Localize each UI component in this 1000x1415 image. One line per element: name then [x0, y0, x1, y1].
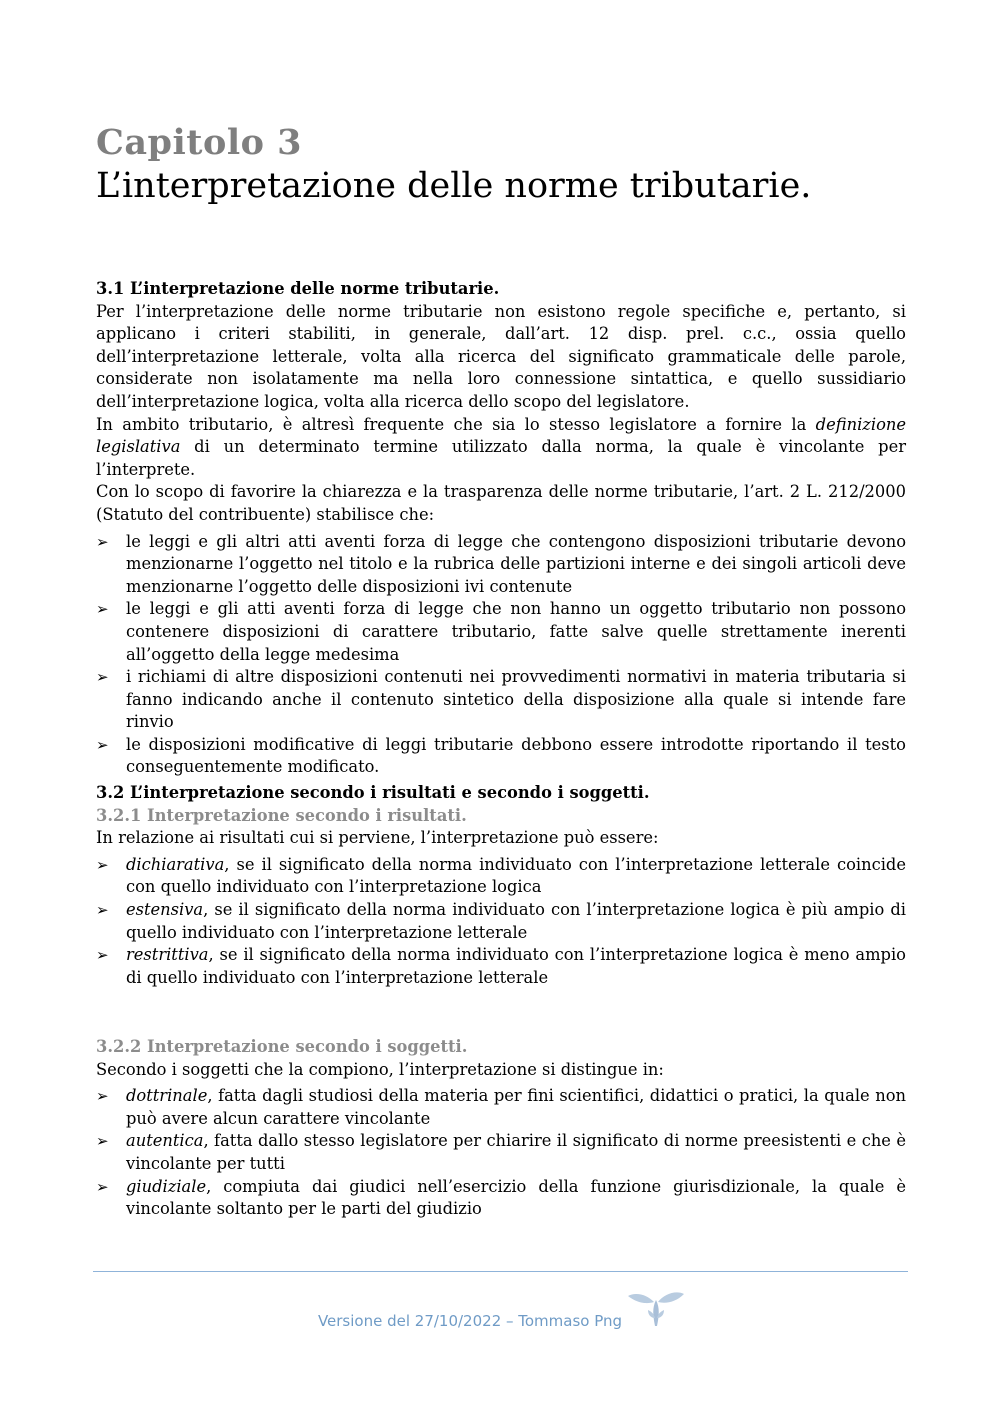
list-item-term: dichiarativa	[126, 854, 225, 874]
list-item	[96, 899, 906, 944]
list-item	[96, 598, 906, 666]
bullet-list	[96, 854, 906, 990]
list-item-text: , fatta dallo stesso legislatore per chiarire il significato di norme preesistenti e che è vincolante per tutti	[126, 1131, 906, 1173]
list-item-text: , compiuta dai giudici nell’esercizio della funzione giurisdizionale, la quale è vincolante soltanto per le parti del giudizio	[126, 1176, 906, 1219]
footer-divider	[93, 1271, 908, 1272]
list-item	[96, 944, 906, 989]
arrow-bullet-icon: ➢	[96, 1132, 109, 1151]
paragraph	[96, 414, 906, 482]
paragraph-text: di un determinato termine utilizzato dalla norma, la quale è vincolante per l’interprete.	[96, 437, 906, 479]
list-item-term: dottrinale	[126, 1086, 208, 1106]
arrow-bullet-icon: ➢	[96, 1177, 109, 1196]
list-item-text: , se il significato della norma individuato con l’interpretazione letterale coincide con quello individuato con l’interpretazione logica	[126, 854, 906, 897]
chapter-number: Capitolo 3	[96, 122, 302, 163]
arrow-bullet-icon: ➢	[96, 532, 109, 551]
list-item-term: restrittiva	[126, 945, 209, 965]
list-item-text: , se il significato della norma individuato con l’interpretazione logica è più ampio di quello individuato con l’interpretazione letterale	[126, 899, 906, 942]
bullet-list	[96, 1085, 906, 1221]
arrow-bullet-icon: ➢	[96, 668, 109, 687]
arrow-bullet-icon: ➢	[96, 900, 109, 919]
arrow-bullet-icon: ➢	[96, 855, 109, 874]
list-item	[96, 734, 906, 779]
arrow-bullet-icon: ➢	[96, 1087, 109, 1106]
list-item	[96, 531, 906, 599]
chapter-title: L’interpretazione delle norme tributarie.	[96, 166, 812, 206]
arrow-bullet-icon: ➢	[96, 946, 109, 965]
paragraph-text: In ambito tributario, è altresì frequente che sia lo stesso legislatore a fornire la	[96, 414, 816, 434]
section-3-1	[96, 278, 906, 779]
bullet-list	[96, 531, 906, 780]
arrow-bullet-icon: ➢	[96, 600, 109, 619]
list-item-text: le disposizioni modificative di leggi tributarie debbono essere introdotte riportando il testo conseguentemente modificato.	[126, 734, 906, 777]
section-3-2-2	[96, 1036, 906, 1221]
list-item-term: estensiva	[126, 899, 204, 919]
footer-version: Versione del 27/10/2022 – Tommaso Png	[317, 1312, 623, 1330]
list-item-text: , fatta dagli studiosi della materia per fini scientifici, didattici o pratici, la quale non può avere alcun carattere vincolante	[126, 1086, 906, 1128]
section-heading: 3.1 L’interpretazione delle norme tributarie.	[96, 279, 500, 298]
list-item-term: giudiziale	[126, 1176, 207, 1196]
list-item-text: i richiami di altre disposizioni contenuti nei provvedimenti normativi in materia tributaria si fanno indicando anche il contenuto sintetico della disposizione alla quale si intende fare rinvio	[126, 667, 906, 732]
list-item-text: , se il significato della norma individuato con l’interpretazione logica è meno ampio di quello individuato con l’interpretazione letterale	[126, 945, 906, 987]
list-item	[96, 1085, 906, 1130]
arrow-bullet-icon: ➢	[96, 735, 109, 754]
section-heading: 3.2 L’interpretazione secondo i risultati e secondo i soggetti.	[96, 783, 650, 802]
list-item-term: autentica	[126, 1131, 204, 1151]
paragraph: Per l’interpretazione delle norme tributarie non esistono regole specifiche e, pertanto, si applicano i criteri stabiliti, in generale, dall’art. 12 disp. prel. c.c., ossia quello dell’interpretazione letterale, volta alla ricerca del significato grammaticale delle parole, considerate non isolatamente ma nella loro connessione sintattica, e quello sussidiario dell’interpretazione logica, volta alla ricerca dello scopo del legislatore.	[96, 301, 906, 411]
list-item-text: le leggi e gli altri atti aventi forza di legge che contengono disposizioni tributarie devono menzionarne l’oggetto nel titolo e la rubrica delle partizioni interne e dei singoli articoli deve menzionarne l’oggetto delle disposizioni ivi contenute	[126, 531, 906, 596]
emphasis-term: definizione legislativa	[96, 414, 906, 457]
paragraph: In relazione ai risultati cui si perviene, l’interpretazione può essere:	[96, 828, 659, 848]
section-3-2	[96, 782, 906, 989]
paragraph: Secondo i soggetti che la compiono, l’interpretazione si distingue in:	[96, 1059, 664, 1079]
list-item-text: le leggi e gli atti aventi forza di legge che non hanno un oggetto tributario non possono contenere disposizioni di carattere tributario, fatte salve quelle strettamente inerenti all’oggetto della legge medesima	[126, 599, 906, 664]
list-item	[96, 854, 906, 899]
paragraph: Con lo scopo di favorire la chiarezza e la trasparenza delle norme tributarie, l’art. 2 L. 212/2000 (Statuto del contribuente) stabilisce che:	[96, 482, 906, 524]
list-item	[96, 1176, 906, 1221]
subsection-heading: 3.2.1 Interpretazione secondo i risultati.	[96, 805, 467, 825]
bird-logo-icon	[626, 1288, 686, 1328]
list-item	[96, 666, 906, 734]
list-item	[96, 1130, 906, 1175]
subsection-heading: 3.2.2 Interpretazione secondo i soggetti.	[96, 1037, 468, 1056]
